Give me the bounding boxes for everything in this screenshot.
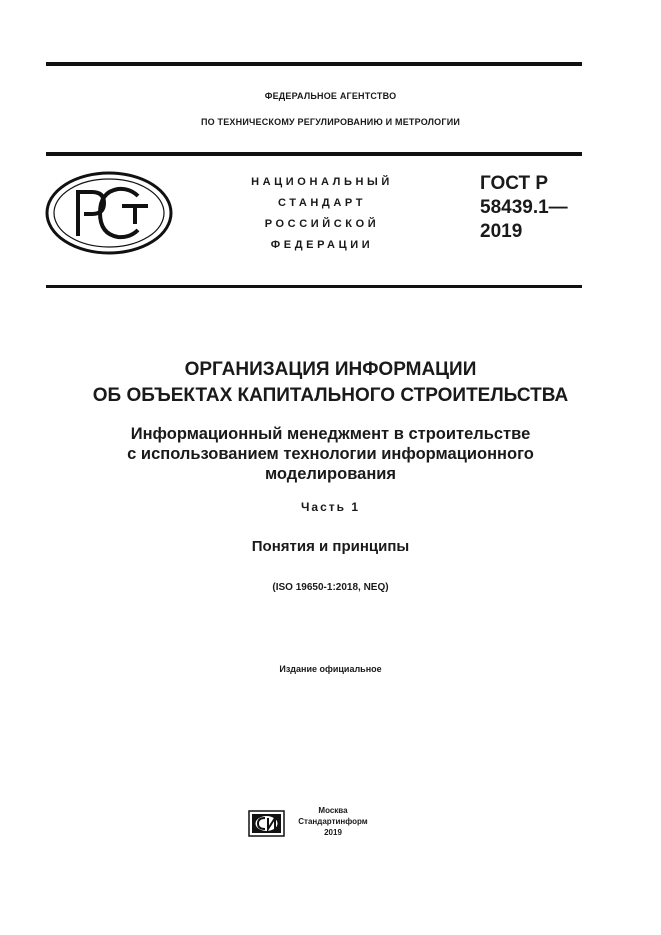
document-subtitle xyxy=(0,424,661,484)
subtitle-line-2: с использованием технологии информационного xyxy=(127,445,534,463)
publisher-name: Стандартинформ xyxy=(298,817,368,826)
document-title xyxy=(0,357,661,409)
publisher-year: 2019 xyxy=(324,828,342,837)
standard-designation xyxy=(480,172,568,244)
iso-reference: (ISO 19650-1:2018, NEQ) xyxy=(272,582,389,593)
designation-line-1: ГОСТ Р xyxy=(480,173,549,194)
standard-line-1: НАЦИОНАЛЬНЫЙ xyxy=(251,176,393,188)
subtitle-line-3: моделирования xyxy=(264,465,397,483)
publisher-info xyxy=(296,805,370,838)
subtitle-line-1: Информационный менеджмент в строительстве xyxy=(130,425,531,443)
part-title: Понятия и принципы xyxy=(251,538,410,555)
designation-line-3: 2019 xyxy=(480,221,523,242)
publisher-city: Москва xyxy=(318,806,348,815)
top-rule xyxy=(46,62,582,66)
rst-certification-logo-icon xyxy=(44,170,174,256)
standard-line-4: ФЕДЕРАЦИИ xyxy=(270,239,374,251)
agency-name-line1: ФЕДЕРАЛЬНОЕ АГЕНТСТВО xyxy=(264,91,397,101)
header-rule xyxy=(46,152,582,156)
part-number: Часть 1 xyxy=(300,500,361,514)
designation-rule xyxy=(46,285,582,288)
standartinform-logo-icon xyxy=(248,810,285,837)
edition-label: Издание официальное xyxy=(279,664,382,674)
title-line-2: ОБ ОБЪЕКТАХ КАПИТАЛЬНОГО СТРОИТЕЛЬСТВА xyxy=(92,385,569,406)
national-standard-label xyxy=(222,172,422,256)
title-line-1: ОРГАНИЗАЦИЯ ИНФОРМАЦИИ xyxy=(184,359,477,380)
designation-line-2: 58439.1— xyxy=(480,197,568,218)
standard-line-3: РОССИЙСКОЙ xyxy=(264,218,380,230)
agency-name-line2: ПО ТЕХНИЧЕСКОМУ РЕГУЛИРОВАНИЮ И МЕТРОЛОГИИ xyxy=(200,117,461,127)
standard-line-2: СТАНДАРТ xyxy=(277,197,367,209)
